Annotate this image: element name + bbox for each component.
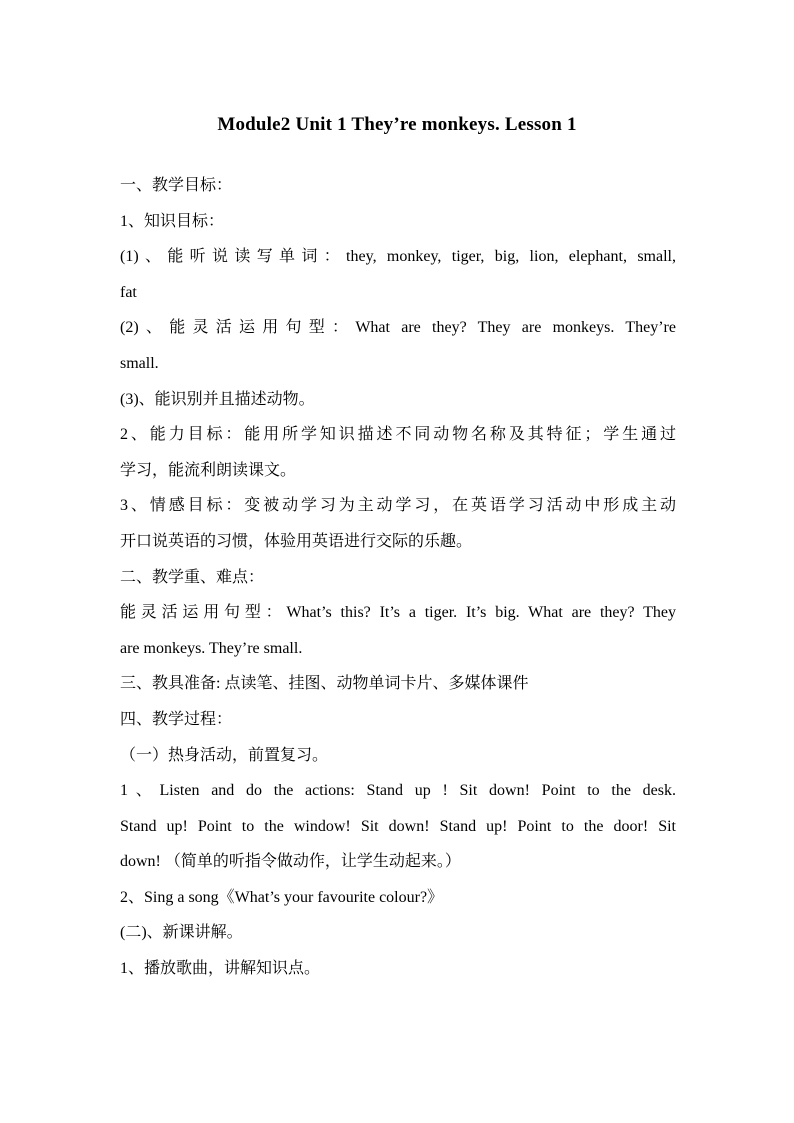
section-heading-key-points: 二、教学重、难点： bbox=[120, 568, 265, 586]
paragraph-line: are monkeys. They’re small. bbox=[120, 639, 303, 657]
paragraph-line: down! （简单的听指令做动作，让学生动起来。） bbox=[120, 853, 461, 871]
knowledge-objective-heading: 1、知识目标： bbox=[120, 212, 225, 230]
document-body bbox=[120, 168, 676, 987]
paragraph-line: small. bbox=[120, 354, 159, 372]
paragraph-line: 1、播放歌曲，讲解知识点。 bbox=[120, 960, 321, 978]
paragraph-line: (1)、能听说读写单词：they, monkey, tiger, big, lion, elephant, small, bbox=[120, 248, 676, 266]
paragraph-line: (3)、能识别并且描述动物。 bbox=[120, 390, 315, 408]
paragraph-line: 开口说英语的习惯，体验用英语进行交际的乐趣。 bbox=[120, 532, 473, 550]
subsection-heading-new-lesson: (二)、新课讲解。 bbox=[120, 924, 243, 942]
document-title: Module2 Unit 1 They’re monkeys. Lesson 1 bbox=[217, 114, 577, 135]
section-heading-materials: 三、教具准备: 点读笔、挂图、动物单词卡片、多媒体课件 bbox=[120, 675, 529, 693]
section-heading-objectives: 一、教学目标： bbox=[120, 177, 233, 194]
section-heading-process: 四、教学过程： bbox=[120, 710, 233, 728]
paragraph-line: fat bbox=[120, 283, 137, 301]
paragraph-line: 3、情感目标：变被动学习为主动学习，在英语学习活动中形成主动 bbox=[120, 497, 676, 515]
paragraph-line: 2、能力目标：能用所学知识描述不同动物名称及其特征；学生通过 bbox=[120, 426, 676, 444]
paragraph-line: Stand up! Point to the window! Sit down! Stand up! Point to the door! Sit bbox=[120, 817, 676, 835]
paragraph-line: 1、Listen and do the actions: Stand up ! Sit down! Point to the desk. bbox=[120, 782, 676, 800]
paragraph-line: (2)、能灵活运用句型：What are they? They are monkeys. They’re bbox=[120, 319, 676, 337]
paragraph-line: 2、Sing a song《What’s your favourite colour?》 bbox=[120, 888, 444, 906]
subsection-heading-warmup: （一）热身活动，前置复习。 bbox=[120, 746, 329, 764]
paragraph-line: 能灵活运用句型：What’s this? It’s a tiger. It’s big. What are they? They bbox=[120, 604, 676, 622]
paragraph-line: 学习，能流利朗读课文。 bbox=[120, 461, 297, 479]
